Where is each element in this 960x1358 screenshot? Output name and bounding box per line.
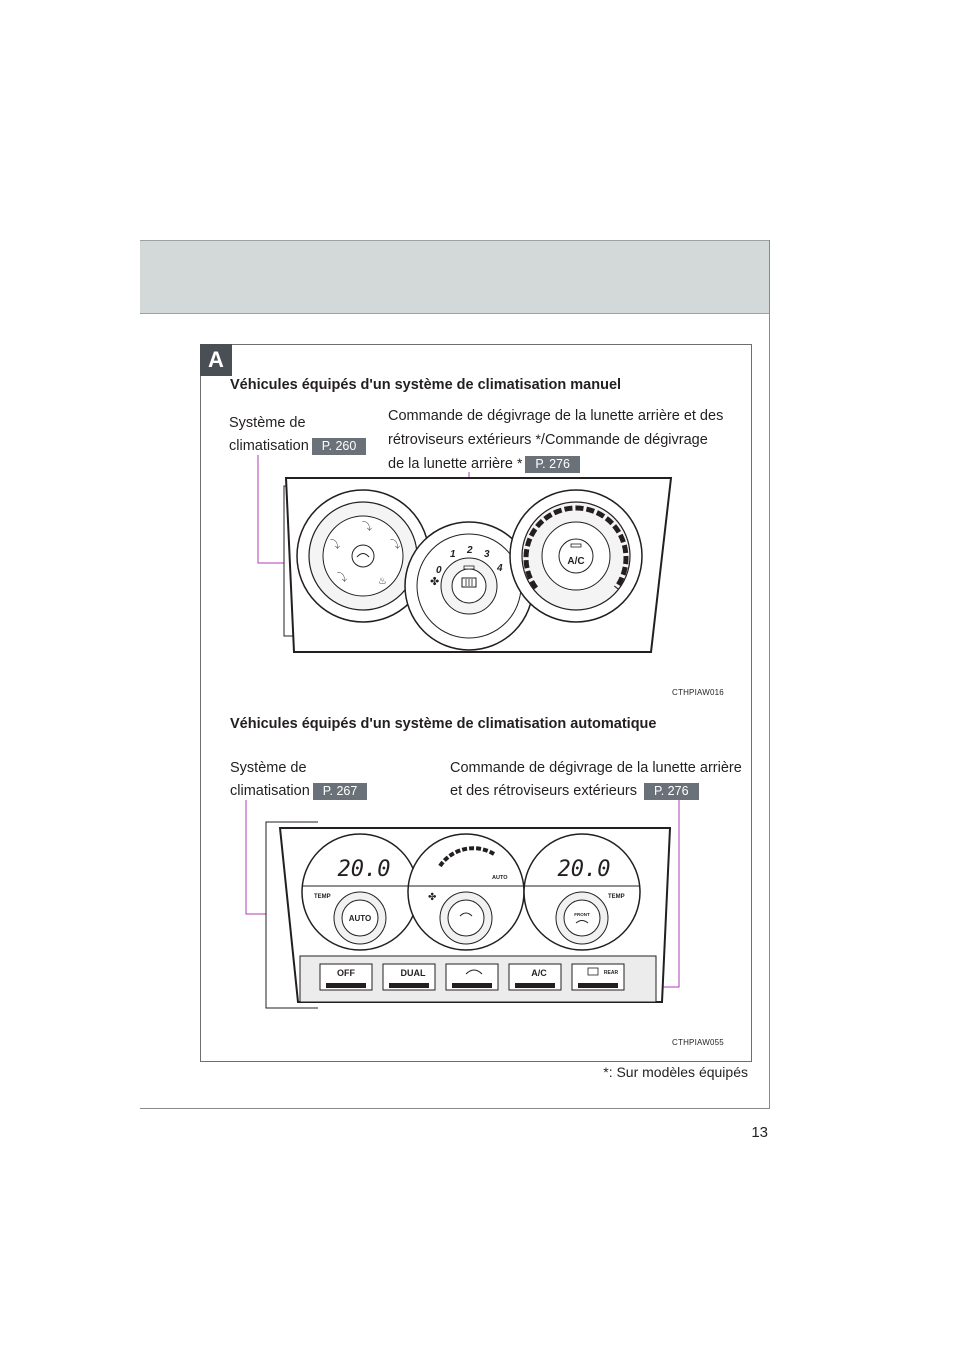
btn-ac-label: A/C [531, 968, 547, 978]
fan-speed-2: 2 [467, 545, 473, 556]
automatic-ac-label-line2: climatisation [230, 783, 310, 799]
left-temp-display: 20.0 [337, 857, 391, 882]
manual-defog-ref-badge[interactable]: P. 276 [525, 456, 580, 473]
asterisk-icon: * [535, 431, 541, 447]
automatic-ac-label-line1: Système de [230, 760, 307, 776]
fan-icon: ✤ [428, 892, 437, 903]
manual-ac-ref-badge[interactable]: P. 260 [312, 438, 367, 455]
asterisk-icon: * [603, 1064, 609, 1080]
btn-off-label: OFF [337, 968, 355, 978]
footnote [603, 1064, 748, 1080]
manual-ac-label-line2: climatisation [229, 438, 309, 454]
footnote-text: : Sur modèles équipés [608, 1064, 748, 1080]
btn-rear-label: REAR [603, 970, 619, 976]
fan-speed-3: 3 [484, 549, 490, 560]
ac-button-label: A/C [567, 556, 585, 567]
front-defroster-label: FRONT [574, 912, 590, 917]
vent-foot-defrost-icon: ⤵ [337, 573, 347, 584]
fan-speed-1: 1 [450, 549, 456, 560]
defroster-icon: ♨ [378, 576, 387, 587]
manual-image-code: CTHPIAW016 [672, 688, 724, 697]
section-tab: A [200, 344, 232, 376]
auto-right-temp-dial [524, 834, 640, 950]
automatic-defog-line1: Commande de dégivrage de la lunette arrière [450, 760, 742, 776]
manual-defog-line2a: rétroviseurs extérieurs [388, 432, 536, 448]
manual-ac-label-line1: Système de [229, 415, 306, 431]
manual-heading: Véhicules équipés d'un système de climatisation manuel [230, 377, 622, 393]
page-number: 13 [751, 1124, 768, 1141]
automatic-image-code: CTHPIAW055 [672, 1038, 724, 1047]
auto-mode-label: AUTO [492, 875, 508, 881]
temp-label-left: TEMP [314, 894, 331, 900]
temp-label-right: TEMP [608, 894, 625, 900]
fan-speed-0: 0 [436, 565, 442, 576]
manual-defog-line2b: /Commande de dégivrage [540, 432, 708, 448]
automatic-defog-ref-badge[interactable]: P. 276 [644, 783, 699, 800]
auto-button-label: AUTO [348, 914, 372, 923]
automatic-defog-line2: et des rétroviseurs extérieurs [450, 783, 641, 799]
automatic-ac-ref-badge[interactable]: P. 267 [313, 783, 368, 800]
automatic-climate-panel [280, 828, 672, 1006]
vent-bilevel-icon: ⤵ [362, 522, 372, 533]
fan-speed-4: 4 [497, 563, 503, 574]
btn-dual-label: DUAL [400, 968, 426, 978]
right-temp-display: 20.0 [557, 857, 611, 882]
vent-foot-icon: ⤵ [390, 540, 400, 551]
automatic-heading: Véhicules équipés d'un système de climatisation automatique [230, 716, 657, 732]
auto-center-fan-dial [408, 834, 524, 950]
manual-defog-line3: de la lunette arrière [388, 456, 517, 472]
auto-left-temp-dial [302, 834, 418, 950]
vent-face-icon: ⤵ [330, 540, 340, 551]
asterisk-icon: * [516, 455, 523, 471]
fan-icon: ✤ [430, 575, 440, 588]
manual-defog-line1: Commande de dégivrage de la lunette arrière et des [388, 408, 724, 424]
